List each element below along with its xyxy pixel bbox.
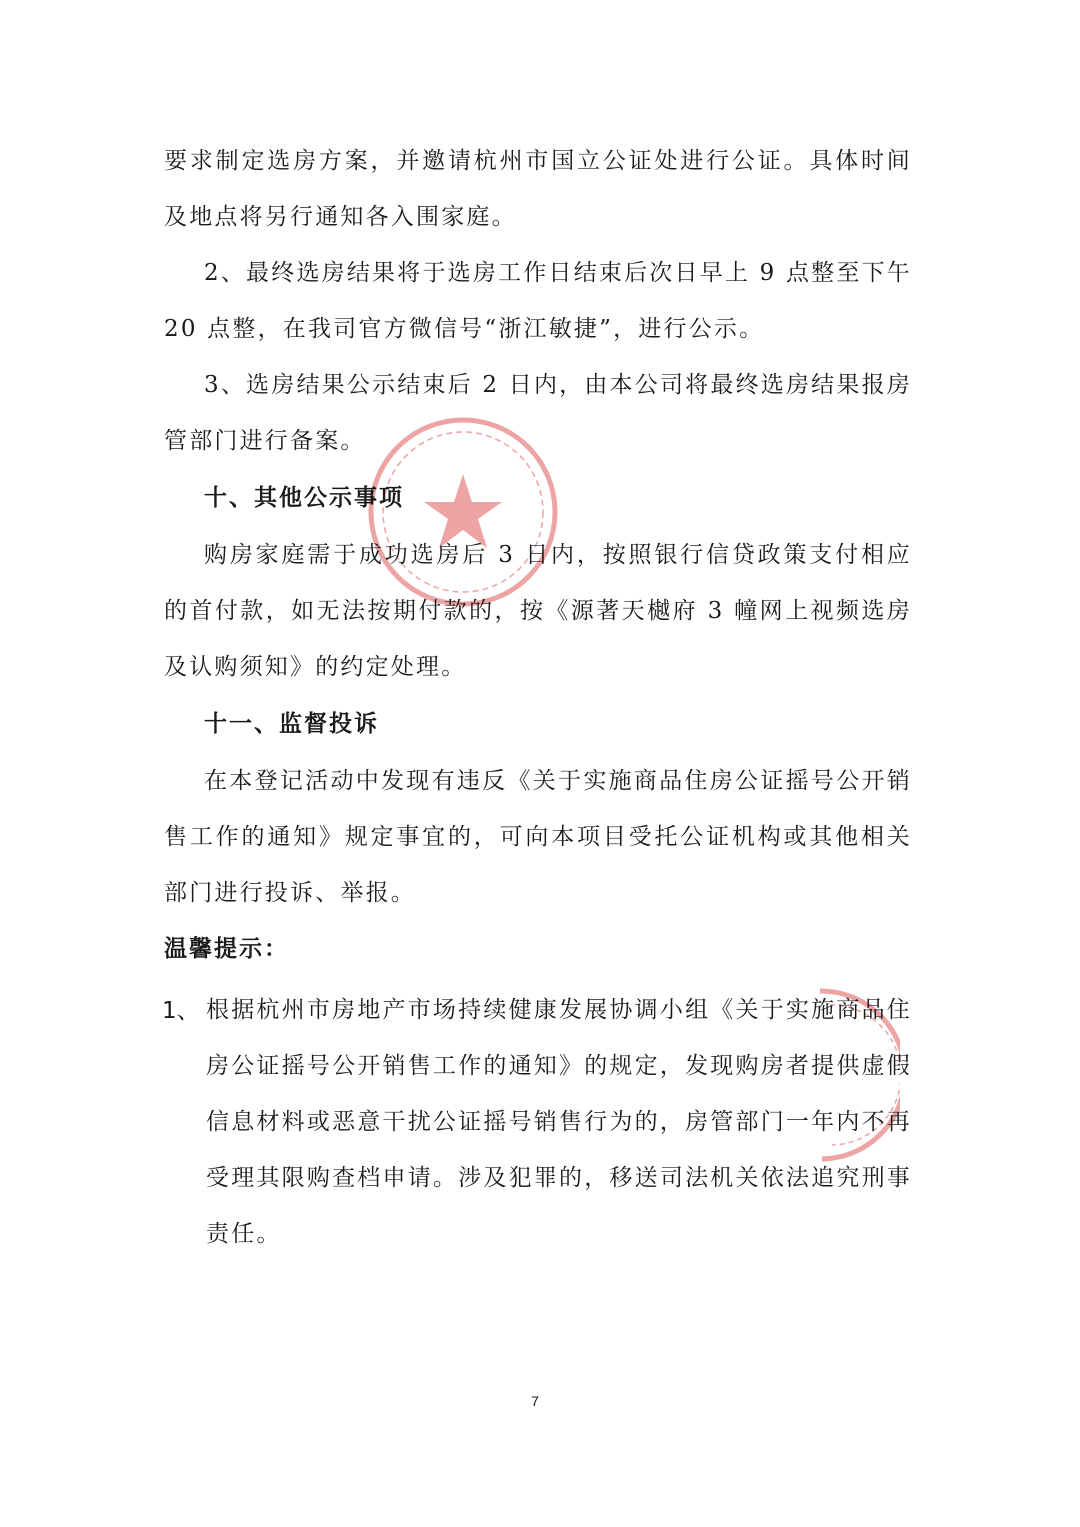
heading-supervision-complaints: 十一、监督投诉 xyxy=(204,711,379,737)
tips-title: 温馨提示： xyxy=(164,936,289,962)
page-number: 7 xyxy=(531,1393,539,1409)
paragraph-complaint-channel: 在本登记活动中发现有违反《关于实施商品住房公证摇号公开销售工作的通知》规定事宜的，可向本项目受托公证机构或其他相关部门进行投诉、举报。 xyxy=(164,768,912,906)
paragraph-selection-plan: 要求制定选房方案，并邀请杭州市国立公证处进行公证。具体时间及地点将另行通知各入围家庭。 xyxy=(164,148,912,230)
tip-item-text: 根据杭州市房地产市场持续健康发展协调小组《关于实施商品住房公证摇号公开销售工作的通知》的规定，发现购房者提供虚假信息材料或恶意干扰公证摇号销售行为的，房管部门一年内不再受理其限购查档申请。涉及犯罪的，移送司法机关依法追究刑事责任。 xyxy=(206,997,912,1247)
paragraph-record-filing: 3、选房结果公示结束后 2 日内，由本公司将最终选房结果报房管部门进行备案。 xyxy=(164,372,912,454)
tip-item-number: 1、 xyxy=(162,998,200,1024)
paragraph-result-publication: 2、最终选房结果将于选房工作日结束后次日早上 9 点整至下午 20 点整，在我司官方微信号“浙江敏捷”，进行公示。 xyxy=(164,260,912,342)
paragraph-down-payment: 购房家庭需于成功选房后 3 日内，按照银行信贷政策支付相应的首付款，如无法按期付款的，按《源著天樾府 3 幢网上视频选房及认购须知》的约定处理。 xyxy=(164,542,912,680)
heading-other-notices: 十、其他公示事项 xyxy=(204,485,404,511)
